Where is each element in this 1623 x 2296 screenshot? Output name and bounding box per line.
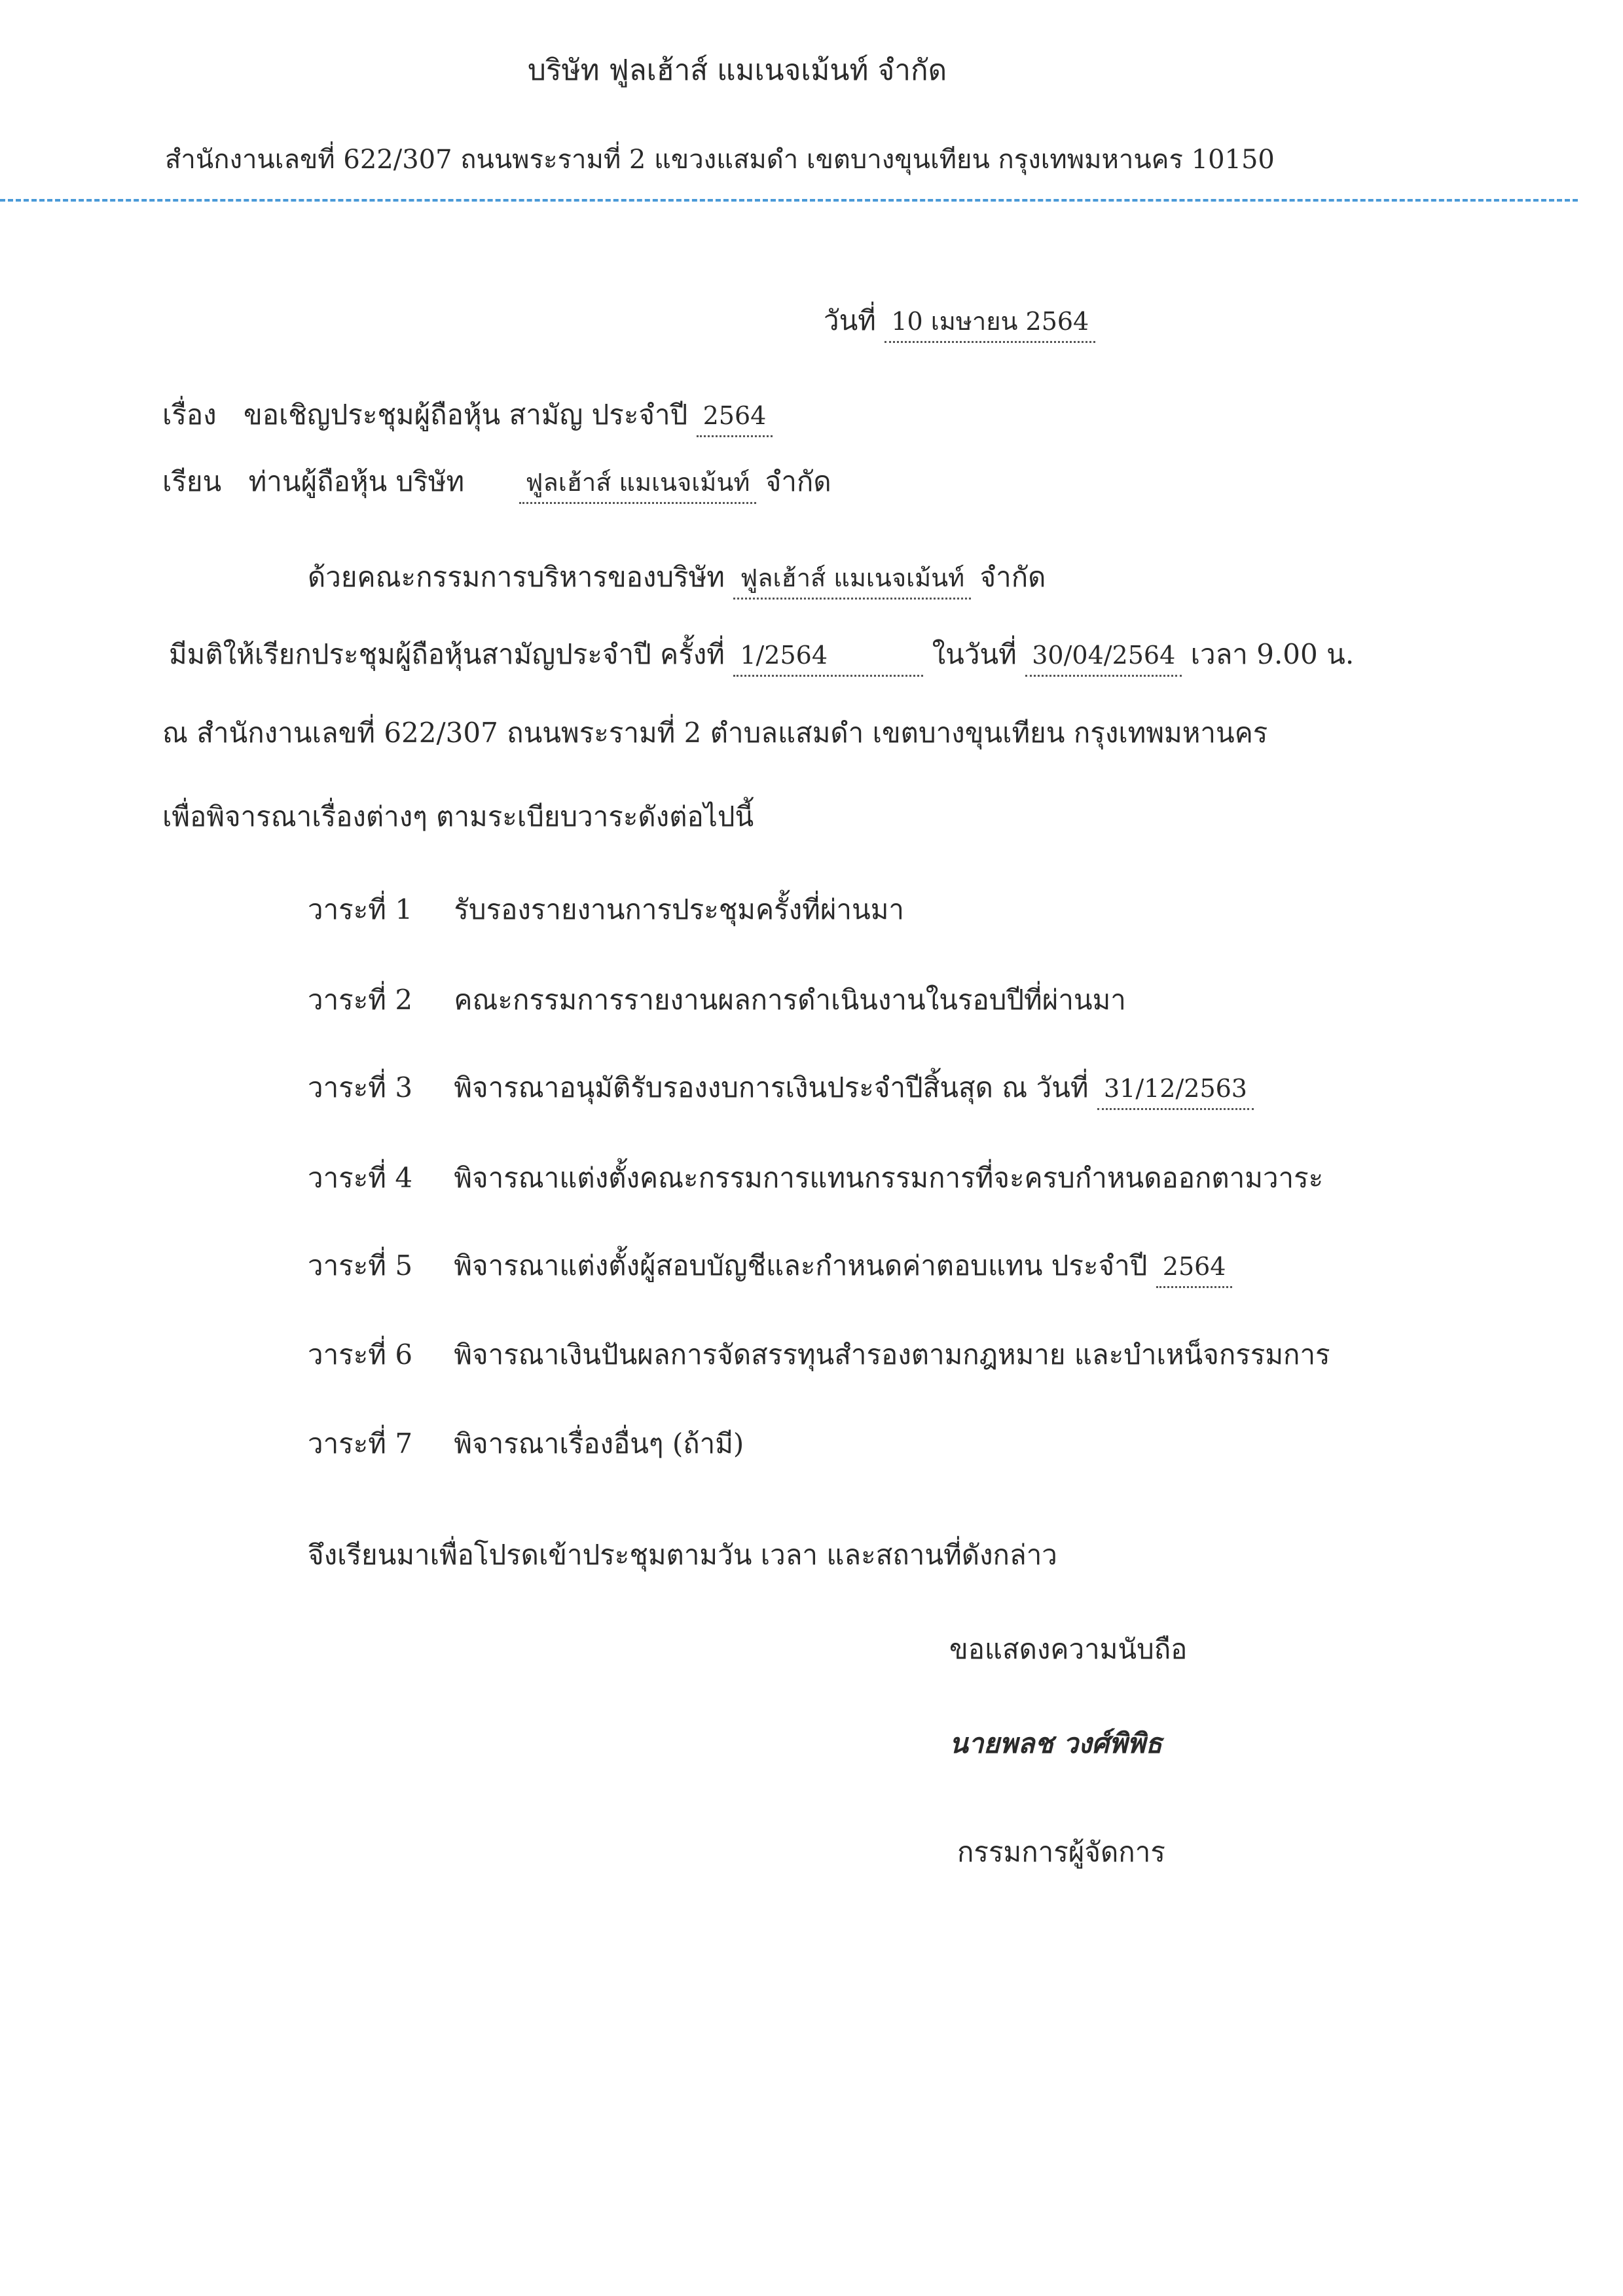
header-divider — [0, 199, 1578, 202]
body-paragraph-1 — [308, 558, 1046, 600]
p2-date-label: ในวันที่ — [932, 638, 1017, 670]
agenda-number: วาระที่ 6 — [308, 1338, 413, 1371]
subject-year: 2564 — [697, 396, 773, 437]
agenda-number: วาระที่ 5 — [308, 1249, 413, 1282]
agenda-fill-year: 2564 — [1156, 1247, 1233, 1288]
closing-sentence: จึงเรียนมาเพื่อโปรดเข้าประชุมตามวัน เวลา และสถานที่ดังกล่าว — [308, 1539, 1057, 1571]
agenda-item-6 — [308, 1335, 1330, 1374]
agenda-number: วาระที่ 1 — [308, 893, 413, 925]
agenda-text: รับรองรายงานการประชุมครั้งที่ผ่านมา — [454, 893, 904, 925]
agenda-item-3 — [308, 1068, 1254, 1110]
agenda-text: พิจารณาเงินปันผลการจัดสรรทุนสำรองตามกฎหมาย และบำเหน็จกรรมการ — [454, 1338, 1330, 1371]
agenda-text: คณะกรรมการรายงานผลการดำเนินงานในรอบปีที่ผ่านมา — [454, 984, 1126, 1016]
agenda-number: วาระที่ 7 — [308, 1427, 413, 1460]
company-address: สำนักงานเลขที่ 622/307 ถนนพระรามที่ 2 แขวงแสมดำ เขตบางขุนเทียน กรุงเทพมหานคร 10150 — [165, 145, 1275, 175]
recipient-company: ฟูลเฮ้าส์ แมเนจเม้นท์ — [519, 463, 757, 504]
date-value: 10 เมษายน 2564 — [884, 302, 1095, 343]
recipient-line — [162, 462, 831, 504]
recipient-suffix: จำกัด — [765, 465, 831, 497]
company-name: บริษัท ฟูลเฮ้าส์ แมเนจเม้นท์ จำกัด — [528, 54, 947, 87]
meeting-date: 30/04/2564 — [1025, 636, 1182, 677]
agenda-text: พิจารณาเรื่องอื่นๆ (ถ้ามี) — [454, 1427, 744, 1460]
body-paragraph-3: ณ สำนักงานเลขที่ 622/307 ถนนพระรามที่ 2 ตำบลแสมดำ เขตบางขุนเทียน กรุงเทพมหานคร — [162, 717, 1268, 749]
agenda-item-2 — [308, 980, 1126, 1020]
p2-prefix: มีมติให้เรียกประชุมผู้ถือหุ้นสามัญประจำปี ครั้งที่ — [169, 638, 725, 670]
p1-suffix: จำกัด — [979, 561, 1046, 593]
meeting-time: เวลา 9.00 น. — [1190, 638, 1355, 670]
agenda-item-7 — [308, 1424, 744, 1463]
subject-text: ขอเชิญประชุมผู้ถือหุ้น สามัญ ประจำปี — [244, 399, 688, 431]
regards: ขอแสดงความนับถือ — [949, 1633, 1188, 1665]
agenda-text: พิจารณาแต่งตั้งผู้สอบบัญชีและกำหนดค่าตอบแทน ประจำปี — [454, 1249, 1148, 1282]
body-paragraph-4: เพื่อพิจารณาเรื่องต่างๆ ตามระเบียบวาระดังต่อไปนี้ — [162, 800, 754, 833]
p1-company: ฟูลเฮ้าส์ แมเนจเม้นท์ — [733, 558, 971, 600]
recipient-label: เรียน — [162, 465, 222, 497]
agenda-text: พิจารณาอนุมัติรับรองงบการเงินประจำปีสิ้นสุด ณ วันที่ — [454, 1071, 1089, 1103]
subject-line — [162, 395, 773, 437]
agenda-item-5 — [308, 1246, 1232, 1288]
date-label: วันที่ — [824, 304, 876, 336]
meeting-number: 1/2564 — [733, 636, 923, 677]
signer-name: นายพลช วงศ์พิพิธ — [949, 1727, 1163, 1759]
recipient-text: ท่านผู้ถือหุ้น บริษัท — [248, 465, 465, 497]
body-paragraph-2 — [169, 635, 1354, 677]
letter-date — [824, 301, 1095, 343]
agenda-number: วาระที่ 4 — [308, 1162, 413, 1194]
agenda-fill-date: 31/12/2563 — [1097, 1069, 1254, 1110]
subject-label: เรื่อง — [162, 399, 217, 431]
agenda-item-4 — [308, 1158, 1323, 1198]
agenda-number: วาระที่ 2 — [308, 984, 413, 1016]
agenda-number: วาระที่ 3 — [308, 1071, 413, 1103]
agenda-item-1 — [308, 890, 904, 929]
signer-position: กรรมการผู้จัดการ — [957, 1836, 1165, 1868]
p1-prefix: ด้วยคณะกรรมการบริหารของบริษัท — [308, 561, 725, 593]
agenda-text: พิจารณาแต่งตั้งคณะกรรมการแทนกรรมการที่จะครบกำหนดออกตามวาระ — [454, 1162, 1324, 1194]
